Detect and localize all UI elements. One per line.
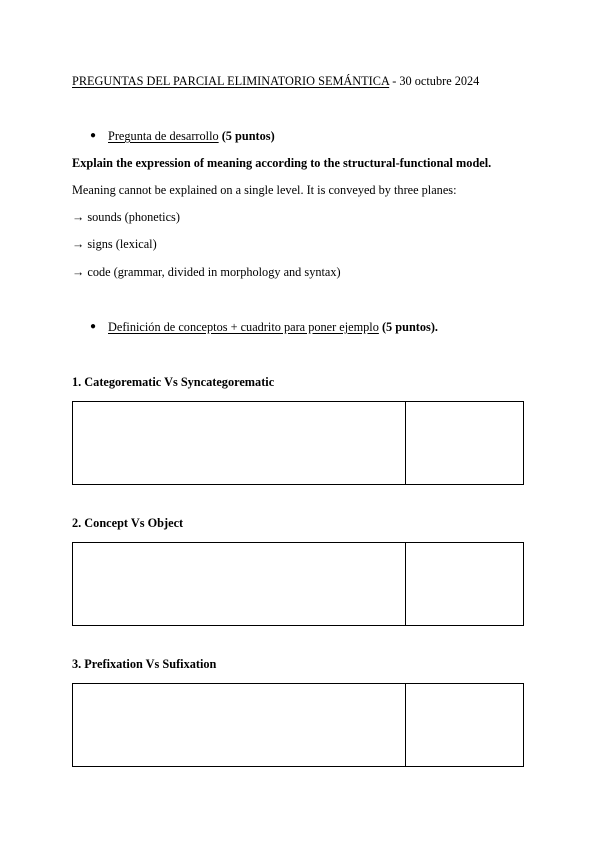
section2-points: (5 puntos). bbox=[378, 320, 438, 334]
plane-item: → signs (lexical) bbox=[72, 237, 157, 251]
section2-heading bbox=[108, 319, 438, 335]
exam-date: 30 octubre 2024 bbox=[399, 74, 480, 88]
example-box-definition-cell bbox=[73, 684, 406, 766]
exam-title: PREGUNTAS DEL PARCIAL ELIMINATORIO SEMÁNTICA bbox=[72, 74, 390, 88]
section1-label: Pregunta de desarrollo bbox=[108, 129, 219, 143]
concept-heading: 3. Prefixation Vs Sufixation bbox=[72, 657, 217, 671]
plane-item: → code (grammar, divided in morphology and syntax) bbox=[72, 265, 341, 279]
example-box-example-cell bbox=[406, 543, 523, 625]
title-separator: - bbox=[389, 74, 400, 88]
example-box bbox=[72, 542, 524, 626]
example-box-example-cell bbox=[406, 684, 523, 766]
example-box bbox=[72, 401, 524, 485]
concept-heading: 2. Concept Vs Object bbox=[72, 516, 184, 530]
example-box-definition-cell bbox=[73, 543, 406, 625]
answer-intro: Meaning cannot be explained on a single level. It is conveyed by three planes: bbox=[72, 183, 457, 197]
section2-label: Definición de conceptos + cuadrito para poner ejemplo bbox=[108, 320, 379, 334]
document-header bbox=[72, 73, 479, 89]
section1-heading bbox=[108, 128, 275, 144]
concept-heading: 1. Categorematic Vs Syncategorematic bbox=[72, 375, 275, 389]
example-box-example-cell bbox=[406, 402, 523, 484]
example-box bbox=[72, 683, 524, 767]
example-box-definition-cell bbox=[73, 402, 406, 484]
bullet-icon: ● bbox=[90, 321, 97, 332]
essay-question: Explain the expression of meaning according to the structural-functional model. bbox=[72, 156, 492, 170]
bullet-icon: ● bbox=[90, 130, 97, 141]
plane-item: → sounds (phonetics) bbox=[72, 210, 180, 224]
section1-points: (5 puntos) bbox=[218, 129, 275, 143]
